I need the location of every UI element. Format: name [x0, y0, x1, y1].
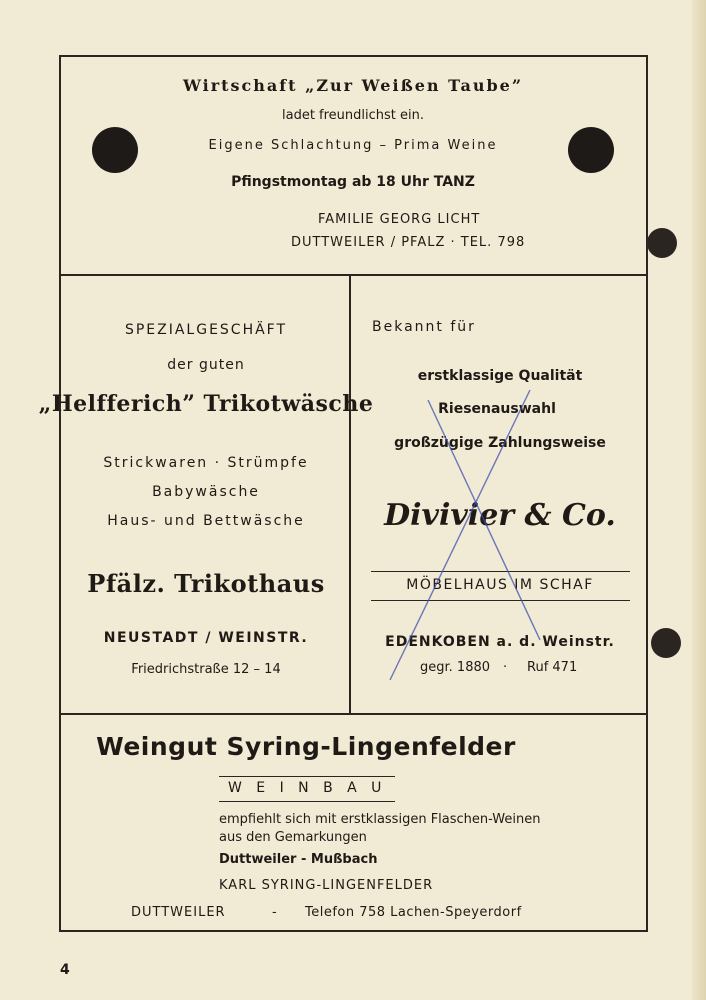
left-ad-shop-name: Pfälz. Trikothaus	[87, 569, 325, 598]
left-ad-line9: Friedrichstraße 12 – 14	[131, 662, 281, 677]
top-ad-line3: Pfingstmontag ab 18 Uhr TANZ	[231, 174, 475, 190]
pencil-cross-mark	[380, 350, 580, 690]
left-ad-line8: NEUSTADT / WEINSTR.	[103, 630, 309, 646]
punch-hole	[647, 228, 677, 258]
right-ad-line8: gegr. 1880	[420, 660, 491, 675]
bottom-ad-line5c: Telefon 758 Lachen-Speyerdorf	[305, 905, 522, 920]
left-ad-brand: „Helfferich” Trikotwäsche	[38, 391, 374, 417]
page-number: 4	[60, 962, 70, 978]
bottom-ad-rule	[219, 801, 395, 802]
bottom-ad-sub: W E I N B A U	[228, 780, 387, 796]
top-ad-line2: Eigene Schlachtung – Prima Weine	[208, 138, 498, 153]
divider-top	[59, 274, 648, 276]
bottom-ad-title: Weingut Syring-Lingenfelder	[96, 732, 516, 761]
left-ad-line5: Babywäsche	[152, 484, 260, 500]
right-ad-logo: Divivier & Co.	[384, 498, 616, 533]
decorative-dot	[92, 127, 138, 173]
top-ad-line4: FAMILIE GEORG LICHT	[318, 212, 481, 227]
left-ad-line4: Strickwaren · Strümpfe	[103, 455, 309, 471]
bottom-ad-line3: Duttweiler - Mußbach	[219, 852, 378, 867]
right-ad-line1: Bekannt für	[372, 319, 476, 335]
bottom-ad-rule	[219, 776, 395, 777]
bottom-ad-line5b: -	[272, 905, 277, 920]
top-ad-line1: ladet freundlichst ein.	[281, 108, 425, 123]
right-ad-line6: MÖBELHAUS IM SCHAF	[406, 577, 594, 593]
divider-bottom	[59, 713, 648, 715]
top-ad-title: Wirtschaft „Zur Weißen Taube”	[182, 76, 524, 95]
bottom-ad-line2: aus den Gemarkungen	[219, 830, 367, 845]
right-ad-line9-sep: ·	[503, 660, 508, 675]
left-ad-line6: Haus- und Bettwäsche	[107, 513, 305, 529]
right-ad-line7: EDENKOBEN a. d. Weinstr.	[385, 634, 615, 650]
decorative-dot	[568, 127, 614, 173]
divider-vertical	[349, 275, 351, 713]
top-ad-line5: DUTTWEILER / PFALZ · TEL. 798	[291, 235, 526, 250]
right-ad-line3: Riesenauswahl	[438, 401, 556, 417]
punch-hole	[651, 628, 681, 658]
page-edge	[692, 0, 706, 1000]
right-ad-line2: erstklassige Qualität	[417, 368, 583, 384]
bottom-ad-line4: KARL SYRING-LINGENFELDER	[219, 878, 434, 893]
right-ad-line4: großzügige Zahlungsweise	[394, 435, 606, 451]
left-ad-line1: SPEZIALGESCHÄFT	[124, 322, 288, 338]
right-ad-line9: Ruf 471	[527, 660, 578, 675]
bottom-ad-line5a: DUTTWEILER	[131, 905, 226, 920]
left-ad-line2: der guten	[167, 357, 245, 373]
bottom-ad-line1: empfiehlt sich mit erstklassigen Flaschen-Weinen	[219, 812, 541, 827]
